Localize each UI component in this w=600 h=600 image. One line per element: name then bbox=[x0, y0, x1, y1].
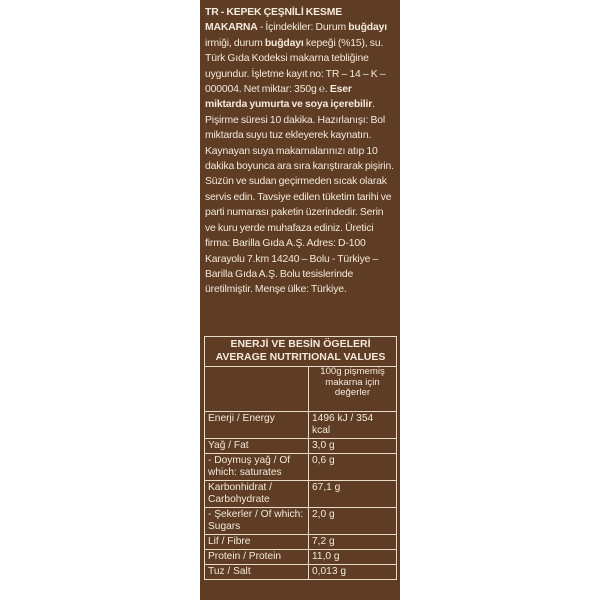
table-row bbox=[205, 550, 396, 565]
allergen-wheat-2: buğdayı bbox=[264, 37, 304, 49]
nutrition-table bbox=[204, 336, 397, 580]
row-value: 0,6 g bbox=[309, 454, 397, 481]
row-label: Yağ / Fat bbox=[205, 439, 309, 454]
row-value: 2,0 g bbox=[309, 508, 397, 535]
table-row bbox=[205, 508, 396, 535]
row-label: Protein / Protein bbox=[205, 550, 309, 565]
row-value: 1496 kJ / 354 kcal bbox=[309, 412, 397, 439]
label-panel bbox=[200, 0, 400, 600]
product-title: TR - KEPEK ÇEŞNİLİ KESME MAKARNA bbox=[205, 7, 342, 34]
row-label: Tuz / Salt bbox=[205, 565, 309, 580]
allergen-warning: Eser miktarda yumurta ve soya içerebilir bbox=[205, 84, 373, 111]
row-value: 11,0 g bbox=[309, 550, 397, 565]
nutrition-title-tr: ENERJİ VE BESİN ÖGELERİ bbox=[230, 338, 371, 350]
row-label: Lif / Fibre bbox=[205, 535, 309, 550]
nutrition-title bbox=[205, 337, 396, 367]
row-value: 0,013 g bbox=[309, 565, 397, 580]
table-row bbox=[205, 412, 396, 439]
row-label: - Doymuş yağ / Of which: saturates bbox=[205, 454, 309, 481]
nutrition-rows bbox=[205, 367, 396, 579]
ingredients-text bbox=[205, 5, 395, 298]
row-label: Karbonhidrat / Carbohydrate bbox=[205, 481, 309, 508]
table-row bbox=[205, 454, 396, 481]
row-value: 7,2 g bbox=[309, 535, 397, 550]
table-row bbox=[205, 439, 396, 454]
column-header: 100g pişmemiş makarna için değerler bbox=[320, 366, 385, 398]
table-row bbox=[205, 565, 396, 580]
row-label: - Şekerler / Of which: Sugars bbox=[205, 508, 309, 535]
allergen-wheat-1: buğdayı bbox=[348, 22, 387, 34]
row-value: 3,0 g bbox=[309, 439, 397, 454]
cooking-instructions: . Pişirme süresi 10 dakika. Hazırlanışı: Bol miktarda suyu tuz ekleyerek kaynatın. Kaynayan suya makarnalarınızı atıp 10 dakika boyunca ara sıra karıştırarak pişirin. Süzün ve sudan geçirmeden sıcak olarak servis edin. Tavsiye edilen tüketim tarihi ve parti numarası paketin üzerindedir. Serin ve kuru yerde muhafaza ediniz. Üretici firma: Barilla Gıda A.Ş. Adres: D-100 Karayolu 7.km 14240 – Bolu - Türkiye – Barilla Gıda A.Ş. Bolu tesislerinde üretilmiştir. Menşe ülke: Türkiye. bbox=[205, 99, 394, 296]
empty-header-cell bbox=[205, 367, 309, 412]
nutrition-title-en: AVERAGE NUTRITIONAL VALUES bbox=[215, 351, 386, 363]
table-row bbox=[205, 535, 396, 550]
table-row bbox=[205, 481, 396, 508]
ingredients-body: kepeği (%15), su. Türk Gıda Kodeksi makarna tebliğine uygundur. İşletme kayıt no: TR – 14 – K – 000004. Net miktar: 350g ℮. bbox=[205, 37, 386, 96]
ingredients-intro: - İçindekiler: Durum bbox=[257, 22, 349, 34]
row-label: Enerji / Energy bbox=[205, 412, 309, 439]
ingredients-semolina: irmiği, durum bbox=[205, 37, 265, 49]
nutrition-header-row bbox=[205, 367, 396, 412]
row-value: 67,1 g bbox=[309, 481, 397, 508]
